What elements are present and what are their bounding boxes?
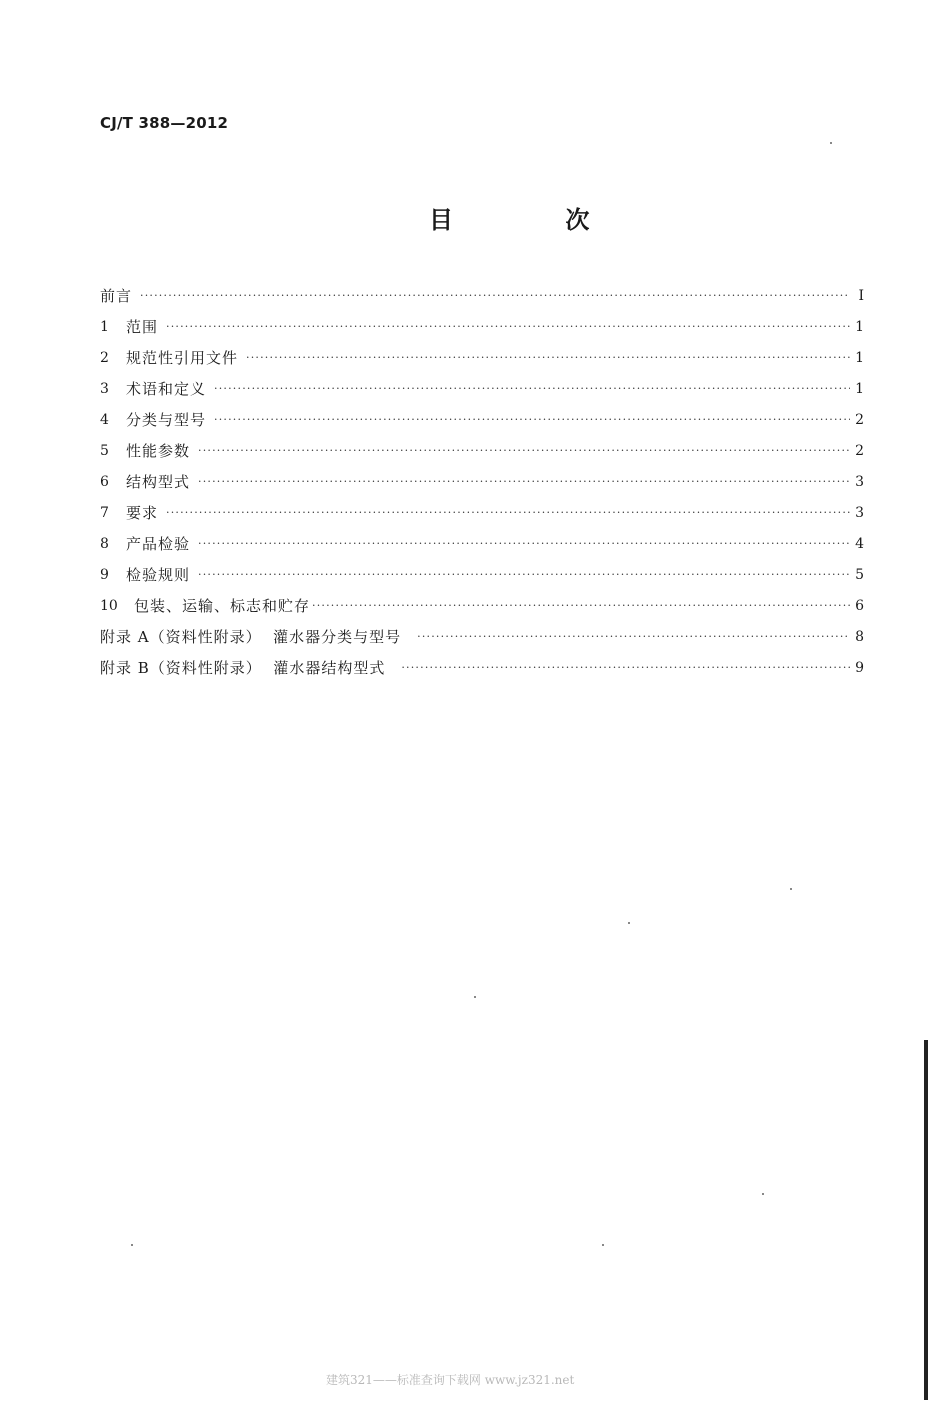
- toc-entry-page: 5: [855, 566, 864, 583]
- toc-entry-label: 规范性引用文件: [126, 349, 239, 367]
- toc-entry-appendix-b[interactable]: [100, 652, 864, 683]
- toc-leader-dots: [140, 289, 850, 302]
- toc-entry-2[interactable]: [100, 342, 864, 373]
- scan-speck: [131, 1244, 133, 1246]
- toc-entry-label: 术语和定义: [126, 380, 207, 398]
- toc-entry-page: 3: [855, 504, 864, 521]
- toc-entry-appendix-a[interactable]: [100, 621, 864, 652]
- toc-leader-dots: [246, 351, 850, 364]
- toc-leader-dots: [312, 599, 850, 612]
- toc-entry-label: 产品检验: [126, 535, 191, 553]
- toc-entry-7[interactable]: [100, 497, 864, 528]
- toc-entry-label: 包装、运输、标志和贮存: [134, 597, 311, 615]
- toc-entry-8[interactable]: [100, 528, 864, 559]
- toc-entry-page: 1: [855, 380, 864, 397]
- toc-leader-dots: [417, 630, 850, 643]
- toc-entry-number: 2: [100, 349, 109, 366]
- scan-speck: [762, 1193, 764, 1195]
- toc-entry-page: 9: [855, 659, 864, 676]
- toc-entry-page: 4: [855, 535, 864, 552]
- toc-entry-page: 2: [855, 442, 864, 459]
- toc-entry-label: 检验规则: [126, 566, 191, 584]
- scan-speck: [602, 1244, 604, 1246]
- toc-entry-page: 1: [855, 318, 864, 335]
- toc-entry-page: 6: [855, 597, 864, 614]
- toc-entry-label: 前言: [100, 287, 133, 305]
- toc-entry-3[interactable]: [100, 373, 864, 404]
- toc-entry-number: 8: [100, 535, 109, 552]
- toc-entry-number: 9: [100, 566, 109, 583]
- toc-entry-label: 结构型式: [126, 473, 191, 491]
- toc-leader-dots: [198, 537, 850, 550]
- toc-leader-dots: [401, 661, 850, 674]
- toc-entry-number: 1: [100, 318, 109, 335]
- toc-entry-label: 分类与型号: [126, 411, 207, 429]
- toc-entry-label: 要求: [126, 504, 159, 522]
- toc-entry-number: 6: [100, 473, 109, 490]
- table-of-contents: [100, 280, 864, 683]
- toc-entry-9[interactable]: [100, 559, 864, 590]
- standard-code: CJ/T 388—2012: [100, 114, 229, 132]
- toc-entry-number: 10: [100, 597, 118, 614]
- scan-edge-line: [924, 1040, 928, 1400]
- toc-entry-page: 3: [855, 473, 864, 490]
- scan-speck: [474, 996, 476, 998]
- toc-leader-dots: [198, 475, 850, 488]
- toc-leader-dots: [198, 444, 850, 457]
- toc-entry-label: 附录 B（资料性附录） 灌水器结构型式: [100, 659, 386, 677]
- toc-entry-number: 7: [100, 504, 109, 521]
- toc-leader-dots: [214, 382, 850, 395]
- toc-entry-number: 5: [100, 442, 109, 459]
- toc-entry-label: 范围: [126, 318, 159, 336]
- toc-entry-number: 3: [100, 380, 109, 397]
- toc-entry-4[interactable]: [100, 404, 864, 435]
- toc-entry-page: I: [858, 287, 864, 304]
- toc-entry-page: 1: [855, 349, 864, 366]
- toc-entry-label: 附录 A（资料性附录） 灌水器分类与型号: [100, 628, 402, 646]
- scan-speck: [628, 922, 630, 924]
- toc-entry-6[interactable]: [100, 466, 864, 497]
- scan-speck: [790, 888, 792, 890]
- toc-title: 目 次: [429, 206, 642, 234]
- watermark: 建筑321——标准查询下载网 www.jz321.net: [326, 1373, 575, 1387]
- toc-entry-foreword[interactable]: [100, 280, 864, 311]
- toc-entry-5[interactable]: [100, 435, 864, 466]
- toc-entry-10[interactable]: [100, 590, 864, 621]
- scan-speck: [830, 142, 832, 144]
- toc-entry-page: 8: [855, 628, 864, 645]
- toc-entry-label: 性能参数: [126, 442, 191, 460]
- toc-leader-dots: [198, 568, 850, 581]
- toc-entry-1[interactable]: [100, 311, 864, 342]
- toc-entry-number: 4: [100, 411, 109, 428]
- toc-entry-page: 2: [855, 411, 864, 428]
- toc-leader-dots: [166, 320, 850, 333]
- toc-leader-dots: [214, 413, 850, 426]
- toc-leader-dots: [166, 506, 850, 519]
